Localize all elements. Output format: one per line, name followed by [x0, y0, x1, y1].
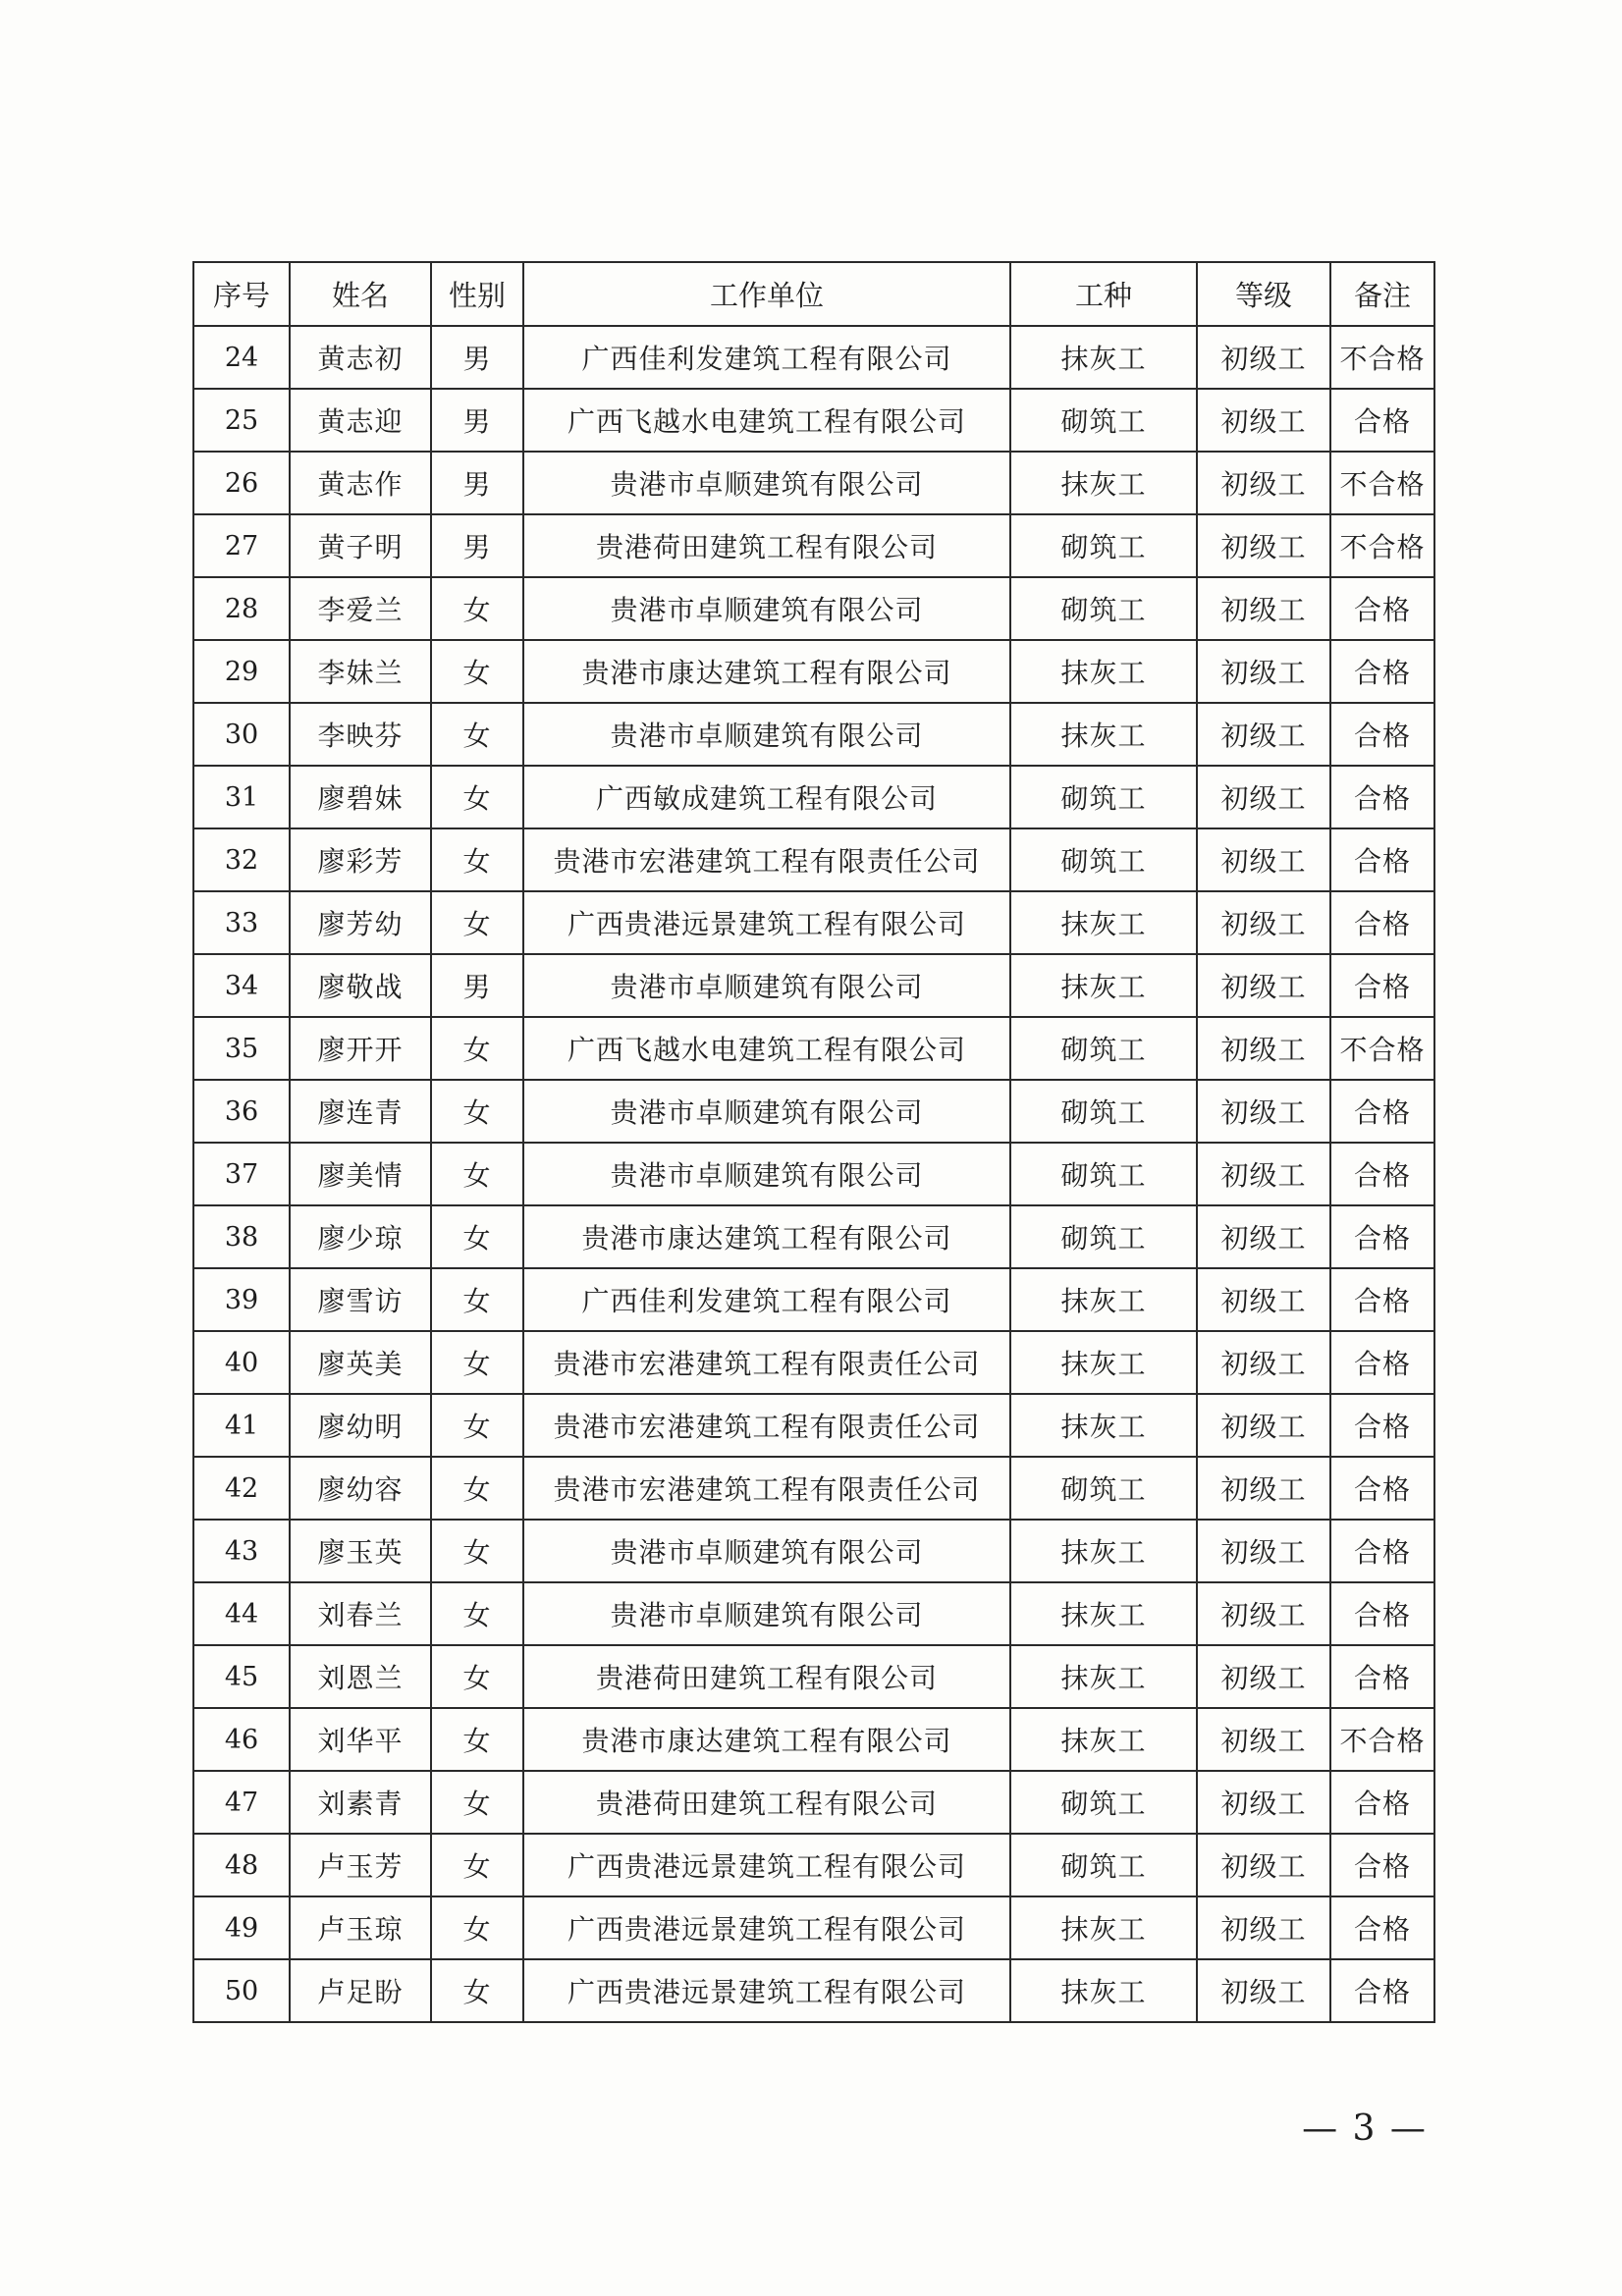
cell-remark: 合格 [1330, 1457, 1434, 1520]
cell-level: 初级工 [1197, 1959, 1330, 2022]
cell-employer: 广西佳利发建筑工程有限公司 [523, 326, 1010, 389]
cell-remark: 合格 [1330, 1896, 1434, 1959]
cell-gender: 女 [431, 766, 523, 828]
cell-no: 32 [193, 828, 290, 891]
cell-employer: 贵港市卓顺建筑有限公司 [523, 703, 1010, 766]
cell-trade: 抹灰工 [1010, 1331, 1197, 1394]
table-row [193, 1143, 1434, 1205]
cell-trade: 抹灰工 [1010, 1394, 1197, 1457]
cell-name: 廖碧妹 [290, 766, 431, 828]
cell-employer: 广西贵港远景建筑工程有限公司 [523, 1896, 1010, 1959]
cell-level: 初级工 [1197, 577, 1330, 640]
cell-gender: 女 [431, 1457, 523, 1520]
cell-remark: 合格 [1330, 1205, 1434, 1268]
cell-gender: 女 [431, 1771, 523, 1834]
cell-no: 47 [193, 1771, 290, 1834]
table-row [193, 1582, 1434, 1645]
header-row [193, 262, 1434, 326]
cell-level: 初级工 [1197, 326, 1330, 389]
cell-name: 刘素青 [290, 1771, 431, 1834]
cell-gender: 女 [431, 577, 523, 640]
cell-remark: 不合格 [1330, 514, 1434, 577]
cell-gender: 女 [431, 1205, 523, 1268]
cell-trade: 砌筑工 [1010, 1834, 1197, 1896]
cell-remark: 合格 [1330, 1645, 1434, 1708]
cell-remark: 不合格 [1330, 1708, 1434, 1771]
cell-trade: 抹灰工 [1010, 1645, 1197, 1708]
cell-trade: 抹灰工 [1010, 452, 1197, 514]
table-row [193, 954, 1434, 1017]
header-trade: 工种 [1010, 262, 1197, 326]
cell-employer: 贵港市卓顺建筑有限公司 [523, 1520, 1010, 1582]
cell-no: 38 [193, 1205, 290, 1268]
cell-no: 34 [193, 954, 290, 1017]
header-level: 等级 [1197, 262, 1330, 326]
cell-employer: 贵港市康达建筑工程有限公司 [523, 1205, 1010, 1268]
cell-trade: 抹灰工 [1010, 1896, 1197, 1959]
cell-trade: 砌筑工 [1010, 389, 1197, 452]
cell-gender: 男 [431, 954, 523, 1017]
cell-gender: 男 [431, 389, 523, 452]
cell-no: 42 [193, 1457, 290, 1520]
cell-no: 48 [193, 1834, 290, 1896]
cell-name: 卢玉琼 [290, 1896, 431, 1959]
cell-no: 25 [193, 389, 290, 452]
cell-name: 卢足盼 [290, 1959, 431, 2022]
table-row [193, 1771, 1434, 1834]
cell-level: 初级工 [1197, 1017, 1330, 1080]
cell-trade: 砌筑工 [1010, 1080, 1197, 1143]
cell-gender: 女 [431, 1708, 523, 1771]
cell-gender: 男 [431, 514, 523, 577]
cell-level: 初级工 [1197, 954, 1330, 1017]
cell-name: 廖开开 [290, 1017, 431, 1080]
table-row [193, 1331, 1434, 1394]
page-number: — 3 — [1302, 2109, 1428, 2149]
table-row [193, 1457, 1434, 1520]
cell-remark: 合格 [1330, 828, 1434, 891]
roster-table [192, 261, 1435, 2023]
cell-remark: 合格 [1330, 1143, 1434, 1205]
cell-trade: 抹灰工 [1010, 1268, 1197, 1331]
table-row [193, 577, 1434, 640]
cell-trade: 抹灰工 [1010, 1520, 1197, 1582]
cell-employer: 贵港市卓顺建筑有限公司 [523, 1582, 1010, 1645]
cell-name: 廖幼容 [290, 1457, 431, 1520]
cell-remark: 合格 [1330, 577, 1434, 640]
cell-remark: 合格 [1330, 1582, 1434, 1645]
table-row [193, 1394, 1434, 1457]
table-row [193, 1834, 1434, 1896]
cell-trade: 砌筑工 [1010, 1205, 1197, 1268]
table-row [193, 389, 1434, 452]
cell-level: 初级工 [1197, 1394, 1330, 1457]
cell-remark: 合格 [1330, 1834, 1434, 1896]
cell-level: 初级工 [1197, 452, 1330, 514]
cell-no: 26 [193, 452, 290, 514]
cell-employer: 广西飞越水电建筑工程有限公司 [523, 389, 1010, 452]
cell-employer: 广西飞越水电建筑工程有限公司 [523, 1017, 1010, 1080]
cell-gender: 女 [431, 828, 523, 891]
cell-trade: 砌筑工 [1010, 1457, 1197, 1520]
cell-trade: 抹灰工 [1010, 1959, 1197, 2022]
cell-no: 46 [193, 1708, 290, 1771]
table-row [193, 1080, 1434, 1143]
table-header [193, 262, 1434, 326]
cell-remark: 合格 [1330, 1520, 1434, 1582]
cell-level: 初级工 [1197, 891, 1330, 954]
cell-employer: 贵港荷田建筑工程有限公司 [523, 1645, 1010, 1708]
cell-level: 初级工 [1197, 514, 1330, 577]
cell-level: 初级工 [1197, 1080, 1330, 1143]
cell-level: 初级工 [1197, 640, 1330, 703]
table-body [193, 326, 1434, 2022]
cell-trade: 抹灰工 [1010, 954, 1197, 1017]
cell-no: 45 [193, 1645, 290, 1708]
cell-trade: 砌筑工 [1010, 1771, 1197, 1834]
cell-level: 初级工 [1197, 703, 1330, 766]
cell-trade: 砌筑工 [1010, 1143, 1197, 1205]
cell-remark: 合格 [1330, 954, 1434, 1017]
cell-employer: 贵港市卓顺建筑有限公司 [523, 577, 1010, 640]
cell-gender: 女 [431, 1896, 523, 1959]
cell-employer: 广西贵港远景建筑工程有限公司 [523, 1959, 1010, 2022]
header-employer: 工作单位 [523, 262, 1010, 326]
cell-trade: 砌筑工 [1010, 1017, 1197, 1080]
cell-employer: 贵港市宏港建筑工程有限责任公司 [523, 1331, 1010, 1394]
cell-remark: 合格 [1330, 1394, 1434, 1457]
cell-trade: 砌筑工 [1010, 828, 1197, 891]
cell-no: 31 [193, 766, 290, 828]
cell-name: 刘华平 [290, 1708, 431, 1771]
cell-name: 黄志迎 [290, 389, 431, 452]
cell-level: 初级工 [1197, 1520, 1330, 1582]
table-row [193, 766, 1434, 828]
cell-name: 廖美情 [290, 1143, 431, 1205]
cell-name: 刘恩兰 [290, 1645, 431, 1708]
cell-gender: 女 [431, 640, 523, 703]
cell-gender: 女 [431, 1268, 523, 1331]
cell-trade: 抹灰工 [1010, 891, 1197, 954]
table-row [193, 828, 1434, 891]
cell-name: 李映芬 [290, 703, 431, 766]
cell-no: 24 [193, 326, 290, 389]
table-row [193, 1017, 1434, 1080]
cell-level: 初级工 [1197, 1834, 1330, 1896]
cell-level: 初级工 [1197, 1143, 1330, 1205]
cell-no: 41 [193, 1394, 290, 1457]
cell-employer: 广西贵港远景建筑工程有限公司 [523, 891, 1010, 954]
cell-name: 黄志作 [290, 452, 431, 514]
cell-gender: 男 [431, 326, 523, 389]
table-row [193, 514, 1434, 577]
cell-name: 廖芳幼 [290, 891, 431, 954]
cell-name: 廖幼明 [290, 1394, 431, 1457]
cell-employer: 广西佳利发建筑工程有限公司 [523, 1268, 1010, 1331]
cell-level: 初级工 [1197, 1205, 1330, 1268]
table-row [193, 703, 1434, 766]
cell-trade: 砌筑工 [1010, 766, 1197, 828]
cell-no: 28 [193, 577, 290, 640]
cell-gender: 女 [431, 1645, 523, 1708]
cell-remark: 合格 [1330, 1771, 1434, 1834]
cell-gender: 女 [431, 1959, 523, 2022]
cell-trade: 抹灰工 [1010, 640, 1197, 703]
table-row [193, 1520, 1434, 1582]
header-remark: 备注 [1330, 262, 1434, 326]
cell-no: 35 [193, 1017, 290, 1080]
cell-employer: 广西敏成建筑工程有限公司 [523, 766, 1010, 828]
cell-gender: 男 [431, 452, 523, 514]
cell-remark: 合格 [1330, 1268, 1434, 1331]
table-row [193, 1708, 1434, 1771]
cell-remark: 合格 [1330, 1331, 1434, 1394]
cell-remark: 合格 [1330, 389, 1434, 452]
cell-trade: 抹灰工 [1010, 1582, 1197, 1645]
cell-employer: 贵港市宏港建筑工程有限责任公司 [523, 1457, 1010, 1520]
cell-gender: 女 [431, 1582, 523, 1645]
cell-employer: 贵港市卓顺建筑有限公司 [523, 1143, 1010, 1205]
cell-remark: 合格 [1330, 640, 1434, 703]
cell-gender: 女 [431, 1017, 523, 1080]
table-row [193, 640, 1434, 703]
cell-gender: 女 [431, 1080, 523, 1143]
cell-name: 廖敬战 [290, 954, 431, 1017]
cell-employer: 贵港市康达建筑工程有限公司 [523, 1708, 1010, 1771]
cell-no: 33 [193, 891, 290, 954]
cell-no: 36 [193, 1080, 290, 1143]
cell-trade: 砌筑工 [1010, 577, 1197, 640]
header-name: 姓名 [290, 262, 431, 326]
cell-employer: 贵港市宏港建筑工程有限责任公司 [523, 1394, 1010, 1457]
table-row [193, 1268, 1434, 1331]
cell-no: 50 [193, 1959, 290, 2022]
cell-trade: 抹灰工 [1010, 326, 1197, 389]
cell-name: 卢玉芳 [290, 1834, 431, 1896]
cell-no: 39 [193, 1268, 290, 1331]
cell-no: 49 [193, 1896, 290, 1959]
cell-name: 李妹兰 [290, 640, 431, 703]
cell-name: 廖雪访 [290, 1268, 431, 1331]
cell-trade: 抹灰工 [1010, 703, 1197, 766]
table-row [193, 326, 1434, 389]
table-row [193, 1959, 1434, 2022]
cell-name: 李爱兰 [290, 577, 431, 640]
cell-no: 27 [193, 514, 290, 577]
cell-name: 刘春兰 [290, 1582, 431, 1645]
cell-level: 初级工 [1197, 1896, 1330, 1959]
header-no: 序号 [193, 262, 290, 326]
cell-level: 初级工 [1197, 1708, 1330, 1771]
cell-no: 44 [193, 1582, 290, 1645]
cell-name: 黄志初 [290, 326, 431, 389]
table-row [193, 1896, 1434, 1959]
cell-remark: 合格 [1330, 1080, 1434, 1143]
cell-no: 40 [193, 1331, 290, 1394]
cell-remark: 合格 [1330, 766, 1434, 828]
cell-gender: 女 [431, 703, 523, 766]
cell-level: 初级工 [1197, 766, 1330, 828]
cell-name: 廖连青 [290, 1080, 431, 1143]
cell-no: 43 [193, 1520, 290, 1582]
table-row [193, 1205, 1434, 1268]
cell-employer: 贵港市康达建筑工程有限公司 [523, 640, 1010, 703]
cell-level: 初级工 [1197, 389, 1330, 452]
cell-remark: 合格 [1330, 1959, 1434, 2022]
cell-name: 廖英美 [290, 1331, 431, 1394]
cell-remark: 合格 [1330, 703, 1434, 766]
cell-employer: 贵港市卓顺建筑有限公司 [523, 954, 1010, 1017]
cell-no: 30 [193, 703, 290, 766]
cell-level: 初级工 [1197, 1771, 1330, 1834]
cell-name: 廖彩芳 [290, 828, 431, 891]
cell-remark: 不合格 [1330, 452, 1434, 514]
cell-level: 初级工 [1197, 1331, 1330, 1394]
cell-employer: 贵港市卓顺建筑有限公司 [523, 1080, 1010, 1143]
cell-name: 廖玉英 [290, 1520, 431, 1582]
cell-no: 29 [193, 640, 290, 703]
cell-gender: 女 [431, 1520, 523, 1582]
cell-trade: 砌筑工 [1010, 514, 1197, 577]
cell-level: 初级工 [1197, 1268, 1330, 1331]
cell-level: 初级工 [1197, 1582, 1330, 1645]
cell-gender: 女 [431, 1331, 523, 1394]
cell-name: 廖少琼 [290, 1205, 431, 1268]
header-gender: 性别 [431, 262, 523, 326]
cell-level: 初级工 [1197, 828, 1330, 891]
cell-level: 初级工 [1197, 1645, 1330, 1708]
cell-gender: 女 [431, 1834, 523, 1896]
cell-no: 37 [193, 1143, 290, 1205]
cell-employer: 贵港市宏港建筑工程有限责任公司 [523, 828, 1010, 891]
cell-trade: 抹灰工 [1010, 1708, 1197, 1771]
cell-level: 初级工 [1197, 1457, 1330, 1520]
cell-remark: 不合格 [1330, 326, 1434, 389]
cell-employer: 贵港荷田建筑工程有限公司 [523, 514, 1010, 577]
cell-remark: 合格 [1330, 891, 1434, 954]
cell-employer: 贵港荷田建筑工程有限公司 [523, 1771, 1010, 1834]
cell-employer: 贵港市卓顺建筑有限公司 [523, 452, 1010, 514]
cell-gender: 女 [431, 1143, 523, 1205]
cell-gender: 女 [431, 891, 523, 954]
cell-name: 黄子明 [290, 514, 431, 577]
cell-employer: 广西贵港远景建筑工程有限公司 [523, 1834, 1010, 1896]
cell-remark: 不合格 [1330, 1017, 1434, 1080]
table-row [193, 1645, 1434, 1708]
table-row [193, 891, 1434, 954]
cell-gender: 女 [431, 1394, 523, 1457]
table-row [193, 452, 1434, 514]
